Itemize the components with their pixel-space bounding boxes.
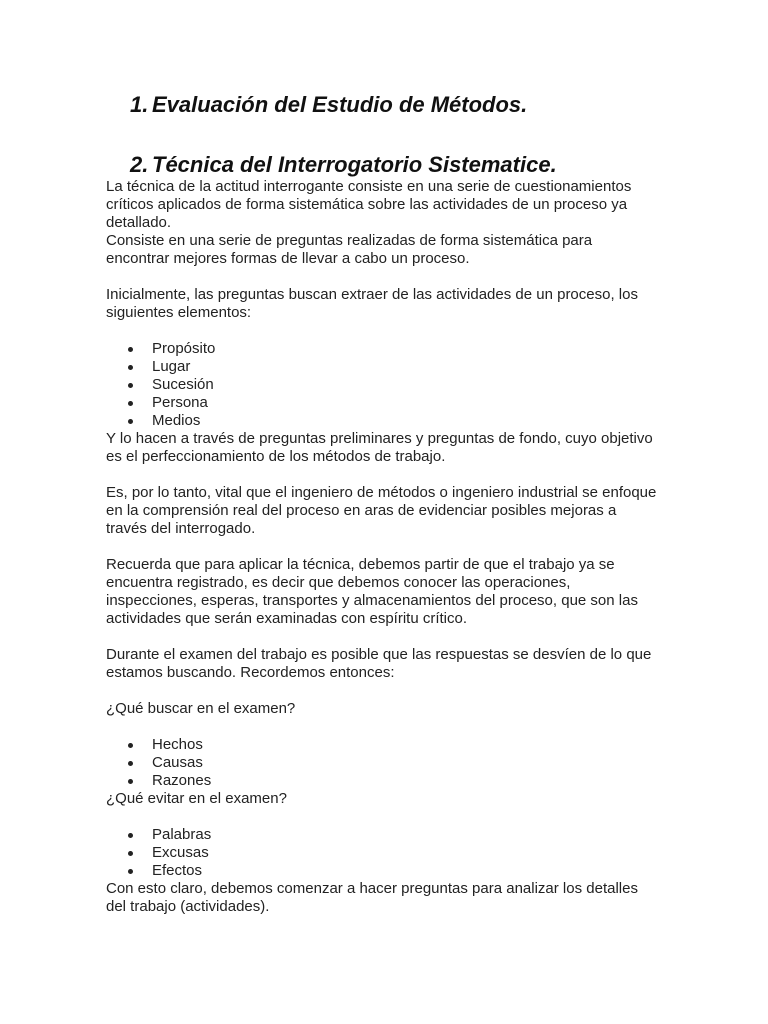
heading-1 [106, 92, 686, 118]
paragraph-line: Durante el examen del trabajo es posible que las respuestas se desvíen de lo que [106, 646, 652, 663]
list-item-text: Palabras [152, 826, 212, 843]
heading-2 [106, 152, 686, 178]
list-item [106, 376, 686, 394]
paragraph-line: encuentra registrado, es decir que debemos conocer las operaciones, [106, 574, 571, 591]
list-item-text: Excusas [152, 844, 209, 861]
bullet-icon [128, 833, 133, 838]
list-item [106, 826, 686, 844]
paragraph-line: actividades que serán examinadas con espíritu crítico. [106, 610, 468, 627]
list-item [106, 844, 686, 862]
list-item-text: Propósito [152, 340, 216, 357]
paragraph-3 [106, 286, 686, 322]
list-item-text: Sucesión [152, 376, 214, 393]
paragraph-2 [106, 232, 686, 268]
bullet-icon [128, 401, 133, 406]
paragraph-line: en la comprensión real del proceso en aras de evidenciar posibles mejoras a [106, 502, 617, 519]
bullet-icon [128, 851, 133, 856]
paragraph-line: La técnica de la actitud interrogante consiste en una serie de cuestionamientos [106, 178, 632, 195]
elements-list [106, 340, 686, 430]
paragraph-line: encontrar mejores formas de llevar a cabo un proceso. [106, 250, 470, 267]
list-item [106, 340, 686, 358]
bullet-icon [128, 383, 133, 388]
paragraph-line: través del interrogado. [106, 520, 256, 537]
bullet-icon [128, 869, 133, 874]
paragraph-line: Es, por lo tanto, vital que el ingeniero de métodos o ingeniero industrial se enfoque [106, 484, 657, 501]
evitar-list [106, 826, 686, 880]
paragraph-line: inspecciones, esperas, transportes y almacenamientos del proceso, que son las [106, 592, 638, 609]
heading-1-text: Evaluación del Estudio de Métodos. [152, 92, 528, 117]
list-item-text: Causas [152, 754, 203, 771]
list-item [106, 412, 686, 430]
paragraph-line: detallado. [106, 214, 172, 231]
list-item [106, 358, 686, 376]
heading-2-text: Técnica del Interrogatorio Sistematice. [152, 152, 557, 177]
list-item-text: Persona [152, 394, 208, 411]
list-item-text: Hechos [152, 736, 203, 753]
paragraph-1 [106, 178, 686, 232]
paragraph-6 [106, 556, 686, 628]
bullet-icon [128, 761, 133, 766]
bullet-icon [128, 743, 133, 748]
paragraph-line: Y lo hacen a través de preguntas preliminares y preguntas de fondo, cuyo objetivo [106, 430, 653, 447]
question-evitar: ¿Qué evitar en el examen? [106, 790, 287, 807]
list-item [106, 862, 686, 880]
list-item-text: Medios [152, 412, 201, 429]
list-item-text: Lugar [152, 358, 191, 375]
question-buscar: ¿Qué buscar en el examen? [106, 700, 296, 717]
paragraph-line: Inicialmente, las preguntas buscan extraer de las actividades de un proceso, los [106, 286, 638, 303]
list-item [106, 736, 686, 754]
list-item [106, 754, 686, 772]
paragraph-line: estamos buscando. Recordemos entonces: [106, 664, 395, 681]
paragraph-4 [106, 430, 686, 466]
paragraph-8 [106, 880, 686, 916]
list-item [106, 772, 686, 790]
paragraph-5 [106, 484, 686, 538]
bullet-icon [128, 347, 133, 352]
bullet-icon [128, 365, 133, 370]
paragraph-7 [106, 646, 686, 682]
paragraph-line: Con esto claro, debemos comenzar a hacer preguntas para analizar los detalles [106, 880, 638, 897]
paragraph-line: siguientes elementos: [106, 304, 252, 321]
list-item-text: Razones [152, 772, 212, 789]
bullet-icon [128, 779, 133, 784]
paragraph-line: es el perfeccionamiento de los métodos de trabajo. [106, 448, 446, 465]
list-item-text: Efectos [152, 862, 203, 879]
paragraph-line: Recuerda que para aplicar la técnica, debemos partir de que el trabajo ya se [106, 556, 615, 573]
heading-1-number: 1. [130, 92, 149, 117]
paragraph-line: Consiste en una serie de preguntas realizadas de forma sistemática para [106, 232, 593, 249]
paragraph-line: del trabajo (actividades). [106, 898, 270, 915]
bullet-icon [128, 419, 133, 424]
document-page [106, 0, 686, 916]
paragraph-line: críticos aplicados de forma sistemática sobre las actividades de un proceso ya [106, 196, 628, 213]
list-item [106, 394, 686, 412]
heading-2-number: 2. [130, 152, 149, 177]
buscar-list [106, 736, 686, 790]
